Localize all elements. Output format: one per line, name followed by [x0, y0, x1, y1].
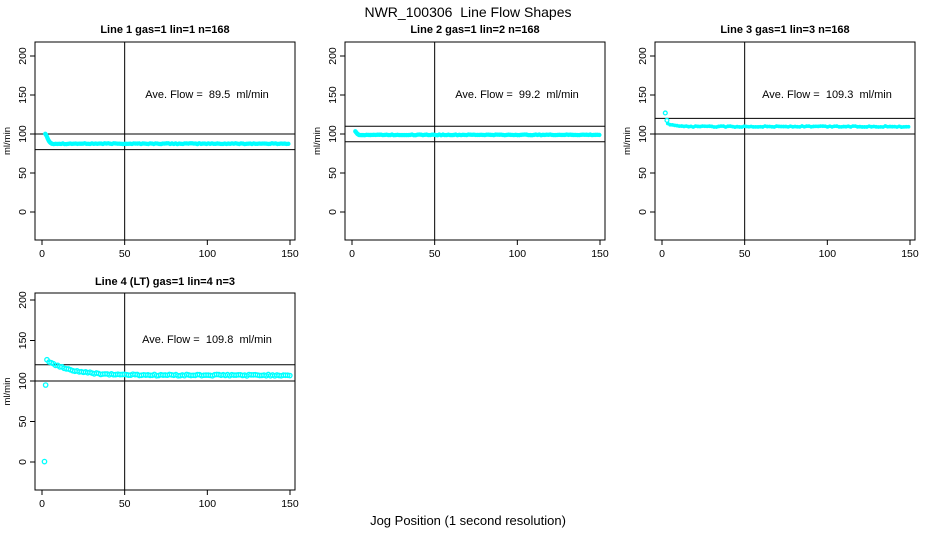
- x-tick-label: 0: [39, 498, 45, 510]
- y-tick-label: 100: [17, 125, 29, 143]
- data-point: [286, 142, 290, 146]
- subplot-line-2-panel: [310, 20, 622, 270]
- y-tick-label: 150: [637, 86, 649, 104]
- y-tick-label: 50: [637, 167, 649, 179]
- data-points-group: [353, 129, 601, 137]
- y-tick-label: 200: [327, 47, 339, 65]
- plot-canvas-line-3: [620, 20, 936, 270]
- y-axis-unit-label: ml/min: [2, 127, 13, 155]
- plot-box: [655, 42, 915, 240]
- y-tick-label: 150: [17, 331, 29, 350]
- x-tick-label: 100: [198, 248, 217, 260]
- x-tick-label: 150: [901, 248, 919, 260]
- y-axis-unit-label: ml/min: [2, 377, 13, 406]
- y-tick-label: 150: [17, 86, 29, 104]
- x-tick-label: 150: [281, 248, 299, 260]
- y-tick-label: 200: [17, 47, 29, 65]
- x-axis: [39, 240, 299, 260]
- x-tick-label: 100: [198, 498, 217, 510]
- y-axis: [637, 47, 655, 215]
- y-tick-label: 0: [17, 459, 29, 465]
- data-point: [597, 133, 601, 137]
- x-tick-label: 150: [281, 498, 299, 510]
- y-tick-label: 100: [327, 125, 339, 143]
- data-point: [663, 111, 667, 115]
- x-tick-label: 50: [738, 248, 751, 260]
- y-axis: [17, 291, 35, 465]
- y-tick-label: 50: [17, 415, 29, 428]
- x-tick-label: 50: [118, 248, 131, 260]
- x-axis: [349, 240, 609, 260]
- subplot-title: Line 1 gas=1 lin=1 n=168: [100, 24, 230, 36]
- x-tick-label: 0: [39, 248, 45, 260]
- y-tick-label: 150: [327, 86, 339, 104]
- ave-flow-annotation: Ave. Flow = 89.5 ml/min: [145, 89, 269, 101]
- data-point: [43, 383, 47, 387]
- data-point: [42, 459, 46, 463]
- x-tick-label: 150: [591, 248, 609, 260]
- subplot-title: Line 4 (LT) gas=1 lin=4 n=3: [94, 276, 236, 288]
- y-tick-label: 50: [17, 167, 29, 179]
- y-axis: [17, 47, 35, 215]
- y-tick-label: 200: [637, 47, 649, 65]
- x-tick-label: 100: [508, 248, 527, 260]
- y-tick-label: 0: [637, 209, 649, 215]
- plot-canvas-line-2: [310, 20, 622, 270]
- x-tick-label: 0: [349, 248, 355, 260]
- y-tick-label: 200: [17, 291, 29, 309]
- plot-canvas-line-1: [0, 20, 312, 270]
- y-tick-label: 0: [327, 209, 339, 215]
- y-tick-label: 100: [17, 372, 29, 390]
- x-tick-label: 50: [428, 248, 441, 260]
- y-tick-label: 100: [637, 125, 649, 143]
- y-axis-unit-label: ml/min: [312, 127, 323, 155]
- data-points-group: [663, 111, 910, 129]
- x-tick-label: 100: [818, 248, 837, 260]
- x-axis: [659, 240, 919, 260]
- plot-box: [345, 42, 605, 240]
- y-axis-unit-label: ml/min: [622, 127, 633, 155]
- ave-flow-annotation: Ave. Flow = 109.8 ml/min: [142, 334, 272, 346]
- y-tick-label: 50: [327, 167, 339, 179]
- plot-box: [35, 293, 295, 490]
- data-points-group: [42, 358, 292, 464]
- y-axis: [327, 47, 345, 215]
- plot-box: [35, 42, 295, 240]
- ave-flow-annotation: Ave. Flow = 99.2 ml/min: [455, 89, 579, 101]
- plot-canvas-line-4: [0, 272, 312, 518]
- x-tick-label: 0: [659, 248, 665, 260]
- subplot-title: Line 2 gas=1 lin=2 n=168: [410, 24, 540, 36]
- main-title: NWR_100306 Line Flow Shapes: [364, 4, 572, 20]
- x-axis: [39, 490, 299, 510]
- subplot-line-1-panel: [0, 20, 312, 270]
- x-axis-label: Jog Position (1 second resolution): [370, 513, 566, 528]
- subplot-line-4-panel: [0, 272, 312, 518]
- y-tick-label: 0: [17, 209, 29, 215]
- data-point: [907, 125, 911, 129]
- subplot-line-3-panel: [620, 20, 936, 270]
- ave-flow-annotation: Ave. Flow = 109.3 ml/min: [762, 89, 892, 101]
- x-tick-label: 50: [118, 498, 131, 510]
- subplot-title: Line 3 gas=1 lin=3 n=168: [720, 24, 850, 36]
